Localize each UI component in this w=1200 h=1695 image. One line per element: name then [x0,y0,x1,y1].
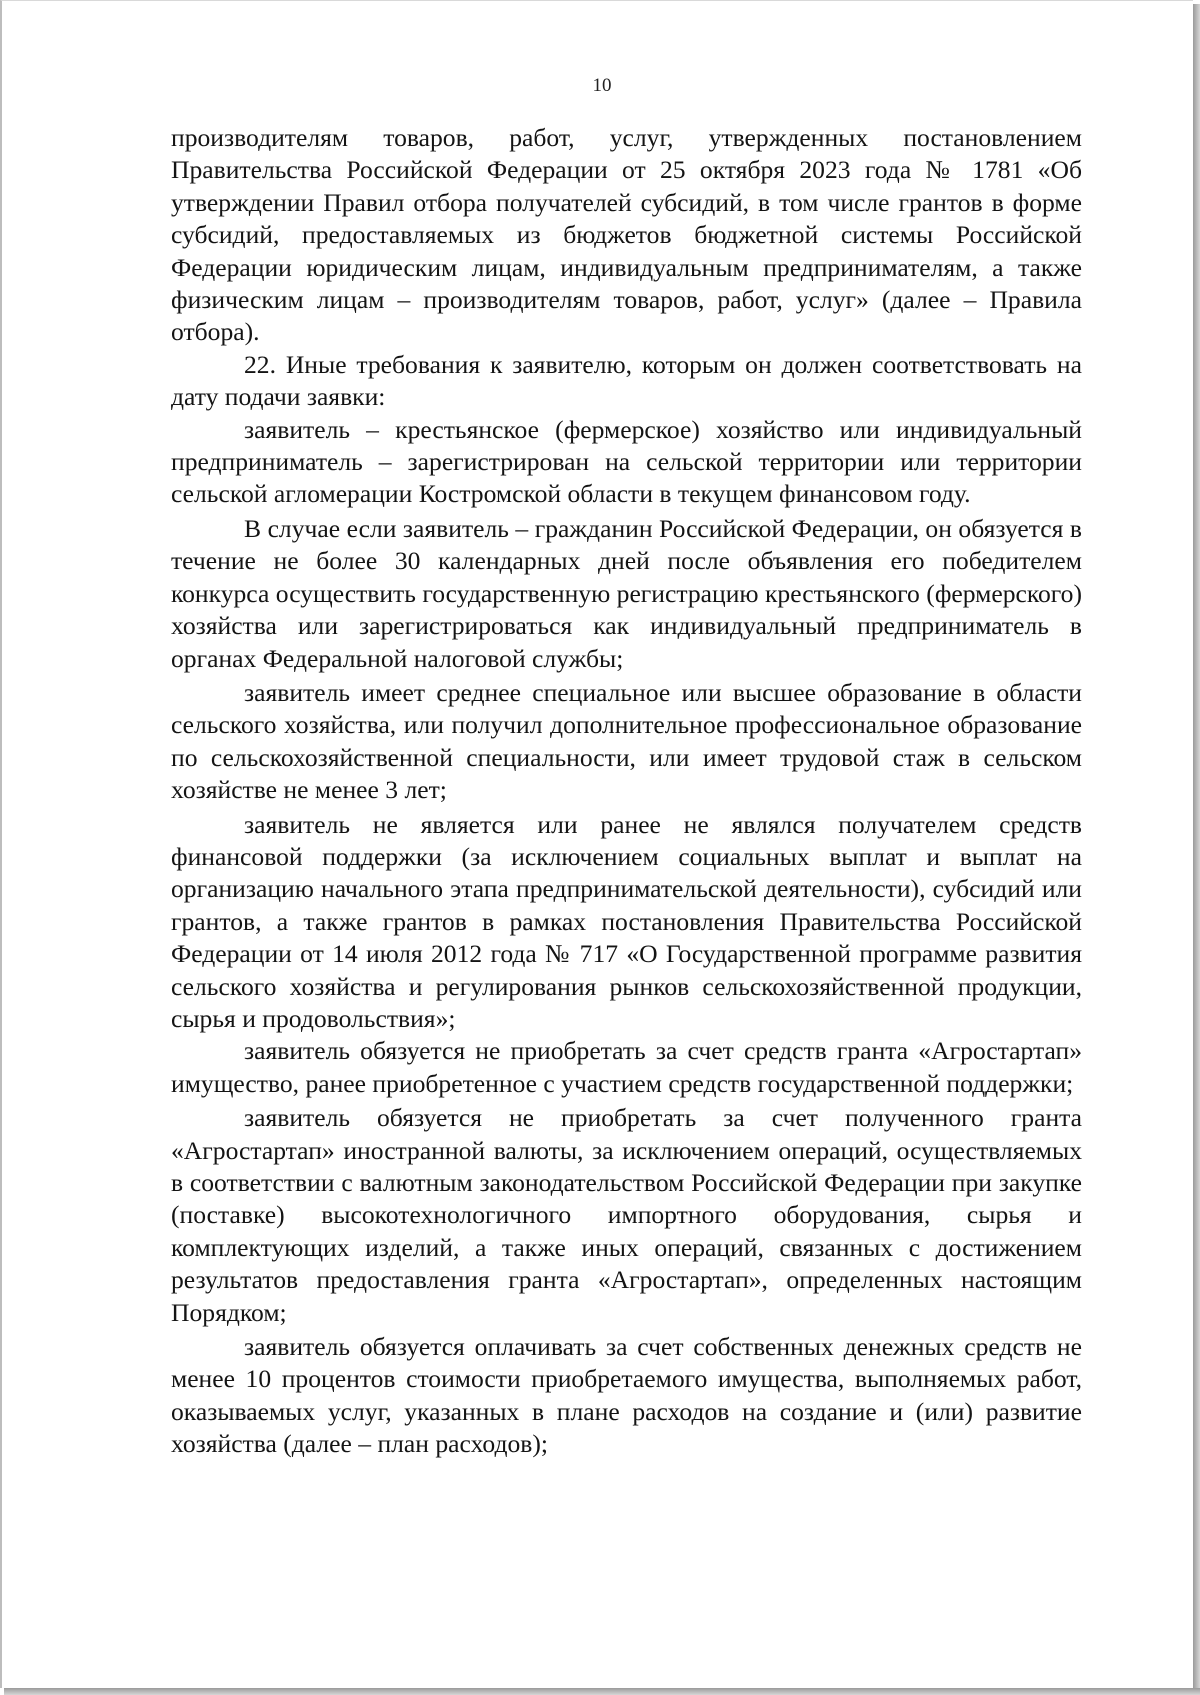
page-number: 10 [592,75,612,96]
paragraph-requirement-education: заявитель имеет среднее специальное или высшее образование в области сельского хозяйства, или получил дополнительное профессиональное образование по сельскохозяйственной специальности, или имеет трудовой стаж в сельском хозяйстве не менее 3 лет; [171,677,1082,805]
paragraph-requirement-own-funds: заявитель обязуется оплачивать за счет собственных денежных средств не менее 10 процентов стоимости приобретаемого имущества, выполняемых работ, оказываемых услуг, указанных в плане расходов на создание и (или) развитие хозяйства (далее – план расходов); [171,1332,1082,1459]
paragraph-requirement-no-currency: заявитель обязуется не приобретать за счет полученного гранта «Агростартап» иностранной валюты, за исключением операций, осуществляемых в соответствии с валютным законодательством Российской Федерации при закупке (поставке) высокотехнологичного импортного оборудования, сырья и комплектующих изделий, а также иных операций, связанных с достижением результатов предоставления гранта «Агростартап», определенных настоящим Порядком; [171,1103,1082,1327]
paragraph-item-22: 22. Иные требования к заявителю, которым он должен соответствовать на дату подачи заявки: [171,349,1082,412]
page-shadow-bottom [4,1688,1200,1695]
paragraph-requirement-no-prior-support: заявитель не является или ранее не являлся получателем средств финансовой поддержки (за исключением социальных выплат и выплат на организацию начального этапа предпринимательской деятельности), субсидий или грантов, а также грантов в рамках постановления Правительства Российской Федерации от 14 июля 2012 года № 717 «О Государственной программе развития сельского хозяйства и регулирования рынков сельскохозяйственной продукции, сырья и продовольствия»; [171,809,1082,1033]
document-body [171,122,1082,1461]
paragraph-requirement-registration: заявитель – крестьянское (фермерское) хозяйство или индивидуальный предприниматель – зарегистрирован на сельской территории или территории сельской агломерации Костромской области в текущем финансовом году. [171,414,1082,509]
page-shadow-right [1193,4,1200,1695]
paragraph-requirement-no-prior-property: заявитель обязуется не приобретать за счет средств гранта «Агростартап» имущество, ранее приобретенное с участием средств государственной поддержки; [171,1036,1082,1098]
paragraph-citizen-obligation: В случае если заявитель – гражданин Российской Федерации, он обязуется в течение не более 30 календарных дней после объявления его победителем конкурса осуществить государственную регистрацию крестьянского (фермерского) хозяйства или зарегистрироваться как индивидуальный предприниматель в органах Федеральной налоговой службы; [171,513,1082,673]
paragraph-continuation: производителям товаров, работ, услуг, утвержденных постановлением Правительства Российской Федерации от 25 октября 2023 года № 1781 «Об утверждении Правил отбора получателей субсидий, в том числе грантов в форме субсидий, предоставляемых из бюджетов бюджетной системы Российской Федерации юридическим лицам, индивидуальным предпринимателям, а также физическим лицам – производителям товаров, работ, услуг» (далее – Правила отбора). [171,123,1082,347]
